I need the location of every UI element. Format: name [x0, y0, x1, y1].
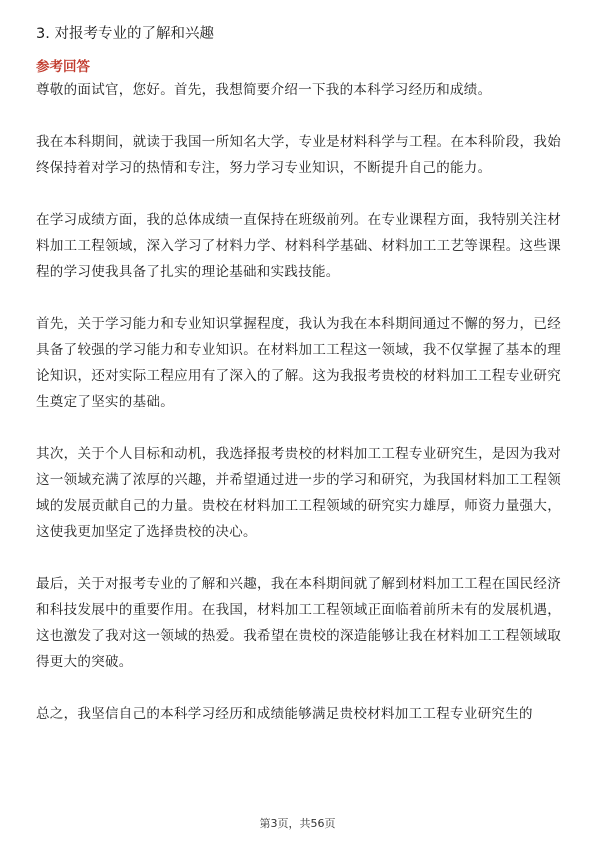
page-number-footer: 第3页，共56页 — [259, 817, 336, 830]
answer-paragraph-1: 尊敬的面试官，您好。首先，我想简要介绍一下我的本科学习经历和成绩。 — [36, 82, 492, 98]
answer-paragraph-3: 在学习成绩方面，我的总体成绩一直保持在班级前列。在专业课程方面，我特别关注材料加工工程领域，深入学习了材料力学、材料科学基础、材料加工工艺等课程。这些课程的学习使我具备了扎实的理论基础和实践技能。 — [36, 212, 561, 280]
answer-paragraph-4: 首先，关于学习能力和专业知识掌握程度，我认为我在本科期间通过不懈的努力，已经具备了较强的学习能力和专业知识。在材料加工工程这一领域，我不仅掌握了基本的理论知识，还对实际工程应用有了深入的了解。这为我报考贵校的材料加工工程专业研究生奠定了坚实的基础。 — [36, 316, 561, 410]
answer-paragraph-5: 其次，关于个人目标和动机，我选择报考贵校的材料加工工程专业研究生，是因为我对这一领域充满了浓厚的兴趣，并希望通过进一步的学习和研究，为我国材料加工工程领域的发展贡献自己的力量。贵校在材料加工工程领域的研究实力雄厚，师资力量强大，这使我更加坚定了选择贵校的决心。 — [36, 446, 561, 540]
question-title: 3. 对报考专业的了解和兴趣 — [36, 26, 214, 42]
answer-paragraph-6: 最后，关于对报考专业的了解和兴趣，我在本科期间就了解到材料加工工程在国民经济和科技发展中的重要作用。在我国，材料加工工程领域正面临着前所未有的发展机遇，这也激发了我对这一领域的热爱。我希望在贵校的深造能够让我在材料加工工程领域取得更大的突破。 — [36, 576, 561, 670]
page-content — [36, 23, 561, 727]
answer-heading: 参考回答 — [36, 59, 90, 75]
answer-paragraph-2: 我在本科期间，就读于我国一所知名大学，专业是材料科学与工程。在本科阶段，我始终保持着对学习的热情和专注，努力学习专业知识，不断提升自己的能力。 — [36, 134, 561, 176]
answer-paragraph-7: 总之，我坚信自己的本科学习经历和成绩能够满足贵校材料加工工程专业研究生的 — [36, 706, 533, 722]
